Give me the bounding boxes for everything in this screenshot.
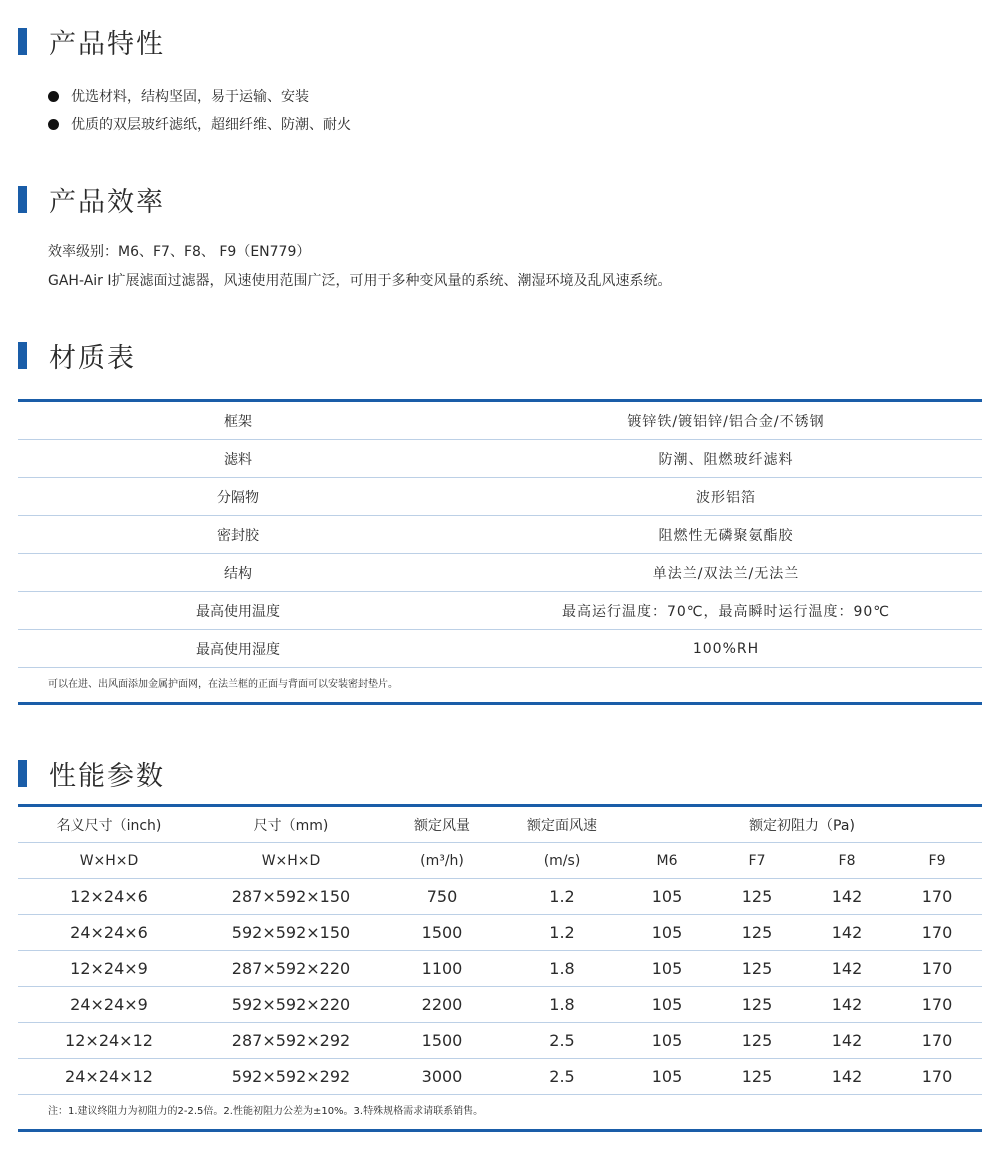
table-cell: 2200 xyxy=(382,987,502,1023)
table-subheader-row xyxy=(18,843,982,879)
table-row xyxy=(18,402,982,440)
table-row xyxy=(18,1023,982,1059)
column-subheader: M6 xyxy=(622,843,712,879)
table-cell: 750 xyxy=(382,879,502,915)
table-cell: 1.2 xyxy=(502,915,622,951)
column-header: 额定风量 xyxy=(382,807,502,843)
material-value: 100%RH xyxy=(692,640,760,657)
table-cell: 170 xyxy=(892,1023,982,1059)
material-value: 阻燃性无磷聚氨酯胶 xyxy=(658,527,794,544)
efficiency-description: GAH-Air Ⅰ扩展滤面过滤器，风速使用范围广泛，可用于多种变风量的系统、潮湿环境及乱风速系统。 xyxy=(48,273,672,289)
table-cell: 1500 xyxy=(382,915,502,951)
table-cell: 142 xyxy=(802,987,892,1023)
materials-table xyxy=(18,399,982,705)
material-label: 滤料 xyxy=(224,451,252,468)
feature-text: 优选材料，结构坚固，易于运输、安装 xyxy=(71,89,309,105)
table-cell: 1500 xyxy=(382,1023,502,1059)
table-cell: 105 xyxy=(622,987,712,1023)
table-row xyxy=(18,987,982,1023)
section-marker xyxy=(18,760,27,787)
table-cell: 142 xyxy=(802,1059,892,1095)
table-cell: 24×24×12 xyxy=(18,1059,200,1095)
section-efficiency-heading xyxy=(18,180,165,219)
table-row xyxy=(18,592,982,630)
section-title: 性能参数 xyxy=(49,761,165,792)
column-subheader: F7 xyxy=(712,843,802,879)
table-cell: 2.5 xyxy=(502,1023,622,1059)
column-header: 额定初阻力（Pa) xyxy=(622,807,982,843)
table-bottom-rule xyxy=(18,702,982,705)
table-cell: 592×592×292 xyxy=(200,1059,382,1095)
section-features-heading xyxy=(18,22,165,61)
table-cell: 142 xyxy=(802,879,892,915)
table-cell: 287×592×220 xyxy=(200,951,382,987)
table-cell: 142 xyxy=(802,951,892,987)
table-row xyxy=(18,554,982,592)
table-cell: 125 xyxy=(712,951,802,987)
table-cell: 287×592×150 xyxy=(200,879,382,915)
table-header-row xyxy=(18,807,982,843)
table-cell: 592×592×220 xyxy=(200,987,382,1023)
material-value: 最高运行温度：70℃，最高瞬时运行温度：90℃ xyxy=(561,603,891,620)
efficiency-grades: 效率级别：M6、F7、F8、 F9（EN779） xyxy=(48,244,311,260)
table-cell: 1.8 xyxy=(502,951,622,987)
table-cell: 287×592×292 xyxy=(200,1023,382,1059)
table-row xyxy=(18,1059,982,1095)
table-cell: 3000 xyxy=(382,1059,502,1095)
column-subheader: W×H×D xyxy=(200,843,382,879)
table-cell: 24×24×6 xyxy=(18,915,200,951)
table-cell: 12×24×6 xyxy=(18,879,200,915)
section-title: 产品效率 xyxy=(49,187,165,218)
section-title: 材质表 xyxy=(49,343,136,374)
table-cell: 1.2 xyxy=(502,879,622,915)
column-subheader: (m/s) xyxy=(502,843,622,879)
feature-list xyxy=(48,82,351,138)
table-cell: 105 xyxy=(622,1023,712,1059)
table-cell: 24×24×9 xyxy=(18,987,200,1023)
table-cell: 105 xyxy=(622,879,712,915)
section-marker xyxy=(18,186,27,213)
bullet-icon xyxy=(48,119,59,130)
material-label: 结构 xyxy=(224,565,252,582)
materials-note: 可以在进、出风面添加金属护面网，在法兰框的正面与背面可以安装密封垫片。 xyxy=(48,679,398,690)
performance-note: 注：1.建议终阻力为初阻力的2-2.5倍。2.性能初阻力公差为±10%。3.特殊规格需求请联系销售。 xyxy=(48,1106,484,1117)
table-cell: 125 xyxy=(712,987,802,1023)
table-row xyxy=(18,440,982,478)
material-label: 框架 xyxy=(224,413,252,430)
table-row xyxy=(18,879,982,915)
material-value: 单法兰/双法兰/无法兰 xyxy=(652,565,800,582)
column-header: 尺寸（mm) xyxy=(200,807,382,843)
table-row xyxy=(18,630,982,668)
table-row xyxy=(18,915,982,951)
material-label: 分隔物 xyxy=(217,489,259,506)
column-subheader: F9 xyxy=(892,843,982,879)
table-cell: 170 xyxy=(892,879,982,915)
material-value: 镀锌铁/镀铝锌/铝合金/不锈钢 xyxy=(627,413,825,430)
table-cell: 170 xyxy=(892,1059,982,1095)
table-cell: 105 xyxy=(622,915,712,951)
table-cell: 125 xyxy=(712,879,802,915)
table-cell: 125 xyxy=(712,1023,802,1059)
table-cell: 12×24×9 xyxy=(18,951,200,987)
table-cell: 125 xyxy=(712,1059,802,1095)
table-row xyxy=(18,516,982,554)
table-bottom-rule xyxy=(18,1129,982,1132)
material-value: 防潮、阻燃玻纤滤料 xyxy=(658,451,794,468)
material-label: 最高使用温度 xyxy=(196,603,280,620)
table-cell: 170 xyxy=(892,915,982,951)
table-cell: 125 xyxy=(712,915,802,951)
performance-table xyxy=(18,804,982,1132)
bullet-icon xyxy=(48,91,59,102)
column-header: 额定面风速 xyxy=(502,807,622,843)
column-subheader: (m³/h) xyxy=(382,843,502,879)
table-cell: 592×592×150 xyxy=(200,915,382,951)
table-cell: 142 xyxy=(802,915,892,951)
section-marker xyxy=(18,342,27,369)
table-cell: 105 xyxy=(622,1059,712,1095)
material-label: 密封胶 xyxy=(217,527,259,544)
table-cell: 2.5 xyxy=(502,1059,622,1095)
table-cell: 170 xyxy=(892,951,982,987)
table-cell: 105 xyxy=(622,951,712,987)
table-row xyxy=(18,951,982,987)
column-header: 名义尺寸（inch) xyxy=(18,807,200,843)
list-item xyxy=(48,110,351,138)
section-performance-heading xyxy=(18,754,165,793)
table-cell: 1.8 xyxy=(502,987,622,1023)
feature-text: 优质的双层玻纤滤纸，超细纤维、防潮、耐火 xyxy=(71,117,351,133)
table-cell: 1100 xyxy=(382,951,502,987)
column-subheader: F8 xyxy=(802,843,892,879)
material-value: 波形铝箔 xyxy=(696,489,756,506)
material-label: 最高使用湿度 xyxy=(196,641,280,658)
table-cell: 170 xyxy=(892,987,982,1023)
list-item xyxy=(48,82,351,110)
column-subheader: W×H×D xyxy=(18,843,200,879)
section-materials-heading xyxy=(18,336,136,375)
table-row xyxy=(18,478,982,516)
section-marker xyxy=(18,28,27,55)
table-cell: 142 xyxy=(802,1023,892,1059)
table-cell: 12×24×12 xyxy=(18,1023,200,1059)
section-title: 产品特性 xyxy=(49,29,165,60)
